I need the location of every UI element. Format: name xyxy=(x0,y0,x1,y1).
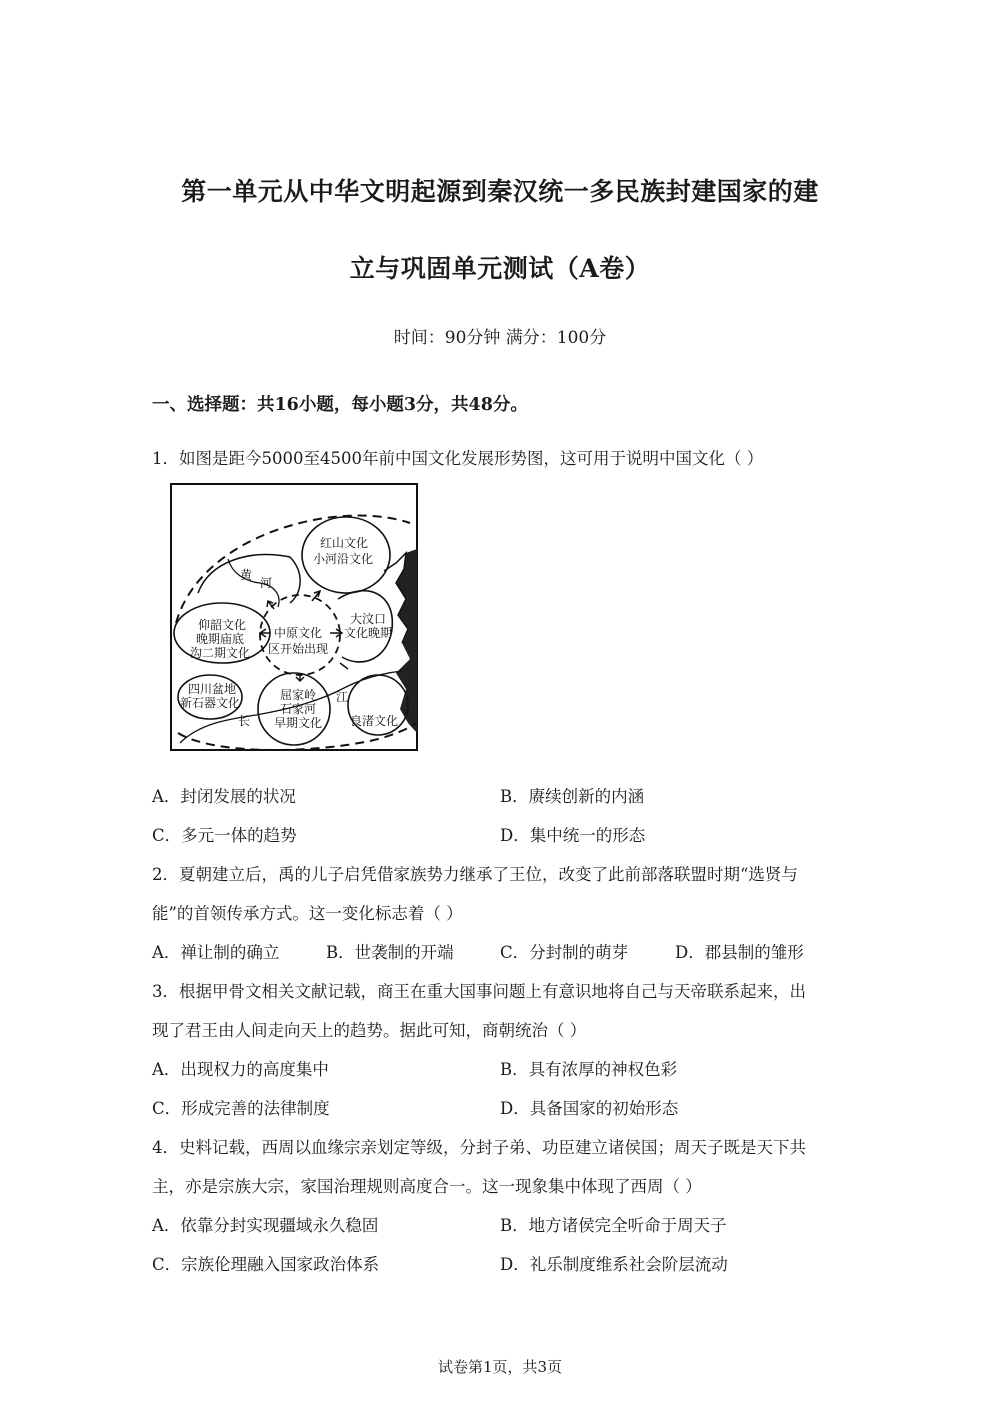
q3-option-d: D．具备国家的初始形态 xyxy=(500,1099,679,1118)
map-label-dawenkou-2: 文化晚期 xyxy=(344,626,393,640)
map-label-huang: 黄 xyxy=(240,568,253,582)
map-label-liangzhu: 良渚文化 xyxy=(350,714,399,728)
map-label-qujialing-3: 早期文化 xyxy=(274,716,323,730)
map-label-yangshao-2: 晚期庙底 xyxy=(196,632,245,646)
q1-option-b: B．赓续创新的内涵 xyxy=(500,787,645,806)
map-label-he: 河 xyxy=(260,576,273,590)
map-label-jiang: 江 xyxy=(336,690,349,704)
q3-stem-line1: 3．根据甲骨文相关文献记载，商王在重大国事问题上有意识地将自己与天帝联系起来，出 xyxy=(152,982,806,1001)
map-label-sichuan-1: 四川盆地 xyxy=(188,682,237,696)
q4-option-a: A．依靠分封实现疆域永久稳固 xyxy=(152,1216,379,1235)
map-label-yangshao-3: 沟二期文化 xyxy=(190,646,251,660)
map-label-qujialing-1: 屈家岭 xyxy=(280,688,317,702)
q2-option-c: C．分封制的萌芽 xyxy=(500,943,629,962)
section-heading: 一、选择题：共16小题，每小题3分，共48分。 xyxy=(152,395,528,415)
map-label-sichuan-2: 新石器文化 xyxy=(180,696,241,710)
q3-option-b: B．具有浓厚的神权色彩 xyxy=(500,1060,678,1079)
q4-option-c: C．宗族伦理融入国家政治体系 xyxy=(152,1255,380,1274)
map-label-qujialing-2: 石家河 xyxy=(280,702,317,716)
doc-title-line2: 立与巩固单元测试（A卷） xyxy=(349,254,651,283)
q2-option-d: D．郡县制的雏形 xyxy=(675,943,804,962)
q3-option-c: C．形成完善的法律制度 xyxy=(152,1099,330,1118)
q4-option-d: D．礼乐制度维系社会阶层流动 xyxy=(500,1255,728,1274)
map-label-yangshao-1: 仰韶文化 xyxy=(198,618,247,632)
q1-option-d: D．集中统一的形态 xyxy=(500,826,646,845)
q2-option-b: B．世袭制的开端 xyxy=(326,943,454,962)
q2-stem-line2: 能”的首领传承方式。这一变化标志着（ ） xyxy=(152,904,463,923)
q1-stem: 1．如图是距今5000至4500年前中国文化发展形势图，这可用于说明中国文化（ ） xyxy=(152,449,764,468)
map-label-hongshan-1: 红山文化 xyxy=(320,536,369,550)
exam-meta: 时间：90分钟 满分：100分 xyxy=(393,328,607,348)
q1-option-c: C．多元一体的趋势 xyxy=(152,826,297,845)
q2-option-a: A．禅让制的确立 xyxy=(152,943,280,962)
q3-stem-line2: 现了君王由人间走向天上的趋势。据此可知，商朝统治（ ） xyxy=(152,1021,587,1040)
map-label-chang: 长 xyxy=(238,714,251,728)
q4-option-b: B．地方诸侯完全听命于周天子 xyxy=(500,1216,727,1235)
q4-stem-line1: 4．史料记载，西周以血缘宗亲划定等级，分封子弟、功臣建立诸侯国；周天子既是天下共 xyxy=(152,1138,806,1157)
map-label-zhongyuan-1: 中原文化 xyxy=(274,626,323,640)
culture-distribution-map xyxy=(170,483,418,751)
q3-option-a: A．出现权力的高度集中 xyxy=(152,1060,329,1079)
map-label-hongshan-2: 小河沿文化 xyxy=(313,552,374,566)
q1-option-a: A．封闭发展的状况 xyxy=(152,787,296,806)
page-footer: 试卷第1页，共3页 xyxy=(437,1358,563,1376)
q4-stem-line2: 主，亦是宗族大宗，家国治理规则高度合一。这一现象集中体现了西周（ ） xyxy=(152,1177,702,1196)
q2-stem-line1: 2．夏朝建立后，禹的儿子启凭借家族势力继承了王位，改变了此前部落联盟时期“选贤与 xyxy=(152,865,798,884)
doc-title-line1: 第一单元从中华文明起源到秦汉统一多民族封建国家的建 xyxy=(181,177,819,206)
map-label-zhongyuan-2: 区开始出现 xyxy=(268,642,329,656)
map-label-dawenkou-1: 大汶口 xyxy=(350,612,387,626)
